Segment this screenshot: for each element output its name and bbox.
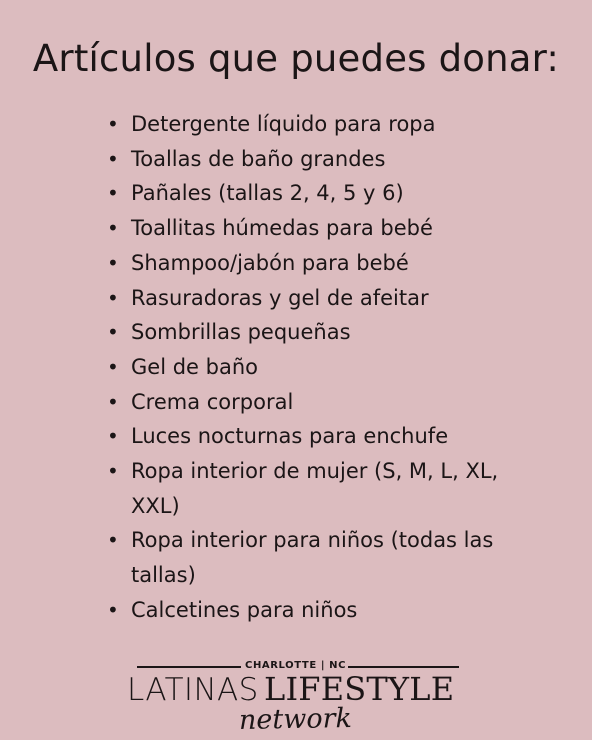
bullet-icon: • xyxy=(107,320,119,345)
bullet-icon: • xyxy=(107,285,119,310)
logo-divider-right xyxy=(348,666,459,668)
list-item xyxy=(107,454,517,523)
list-item xyxy=(107,281,517,316)
bullet-icon: • xyxy=(107,181,119,206)
list-item xyxy=(107,315,517,350)
item-label: Luces nocturnas para enchufe xyxy=(131,424,449,449)
item-label: Ropa interior de mujer (S, M, L, XL, XXL) xyxy=(131,459,499,518)
list-item xyxy=(107,419,517,454)
logo-location: CHARLOTTE | NC xyxy=(245,660,347,671)
brand-logo xyxy=(127,657,459,740)
bullet-icon: • xyxy=(107,354,119,379)
bullet-icon: • xyxy=(107,146,119,171)
list-item xyxy=(107,523,517,592)
list-item xyxy=(107,211,517,246)
bullet-icon: • xyxy=(107,112,119,136)
page-title: Artículos que puedes donar: xyxy=(32,37,560,80)
logo-divider-left xyxy=(137,666,241,668)
item-label: Crema corporal xyxy=(131,389,294,414)
list-item xyxy=(107,107,517,142)
item-label: Toallitas húmedas para bebé xyxy=(131,216,433,241)
item-label: Ropa interior para niños (todas las tallas) xyxy=(131,528,494,588)
bullet-icon: • xyxy=(107,424,119,449)
bullet-icon: • xyxy=(107,459,119,484)
item-label: Calcetines para niños xyxy=(131,597,358,622)
list-item xyxy=(107,176,517,211)
item-label: Gel de baño xyxy=(131,354,258,379)
bullet-icon: • xyxy=(107,250,119,275)
item-label: Shampoo/jabón para bebé xyxy=(131,250,409,275)
bullet-icon: • xyxy=(107,216,119,241)
list-item xyxy=(107,593,517,628)
list-item xyxy=(107,246,517,281)
item-label: Rasuradoras y gel de afeitar xyxy=(131,285,429,310)
item-label: Sombrillas pequeñas xyxy=(131,320,351,345)
list-item xyxy=(107,350,517,385)
logo-wordmark-latinas: LATINAS xyxy=(127,672,259,708)
list-item xyxy=(107,385,517,420)
item-label: Pañales (tallas 2, 4, 5 y 6) xyxy=(131,181,404,206)
bullet-icon: • xyxy=(107,528,119,553)
item-label: Toallas de baño grandes xyxy=(131,146,386,171)
item-label: Detergente líquido para ropa xyxy=(131,112,436,136)
bullet-icon: • xyxy=(107,597,119,622)
list-item xyxy=(107,142,517,177)
donation-items-list xyxy=(107,107,517,628)
bullet-icon: • xyxy=(107,389,119,414)
logo-wordmark-network: network xyxy=(238,702,353,736)
logo-wordmark-lifestyle: LIFESTYLE xyxy=(264,670,455,708)
